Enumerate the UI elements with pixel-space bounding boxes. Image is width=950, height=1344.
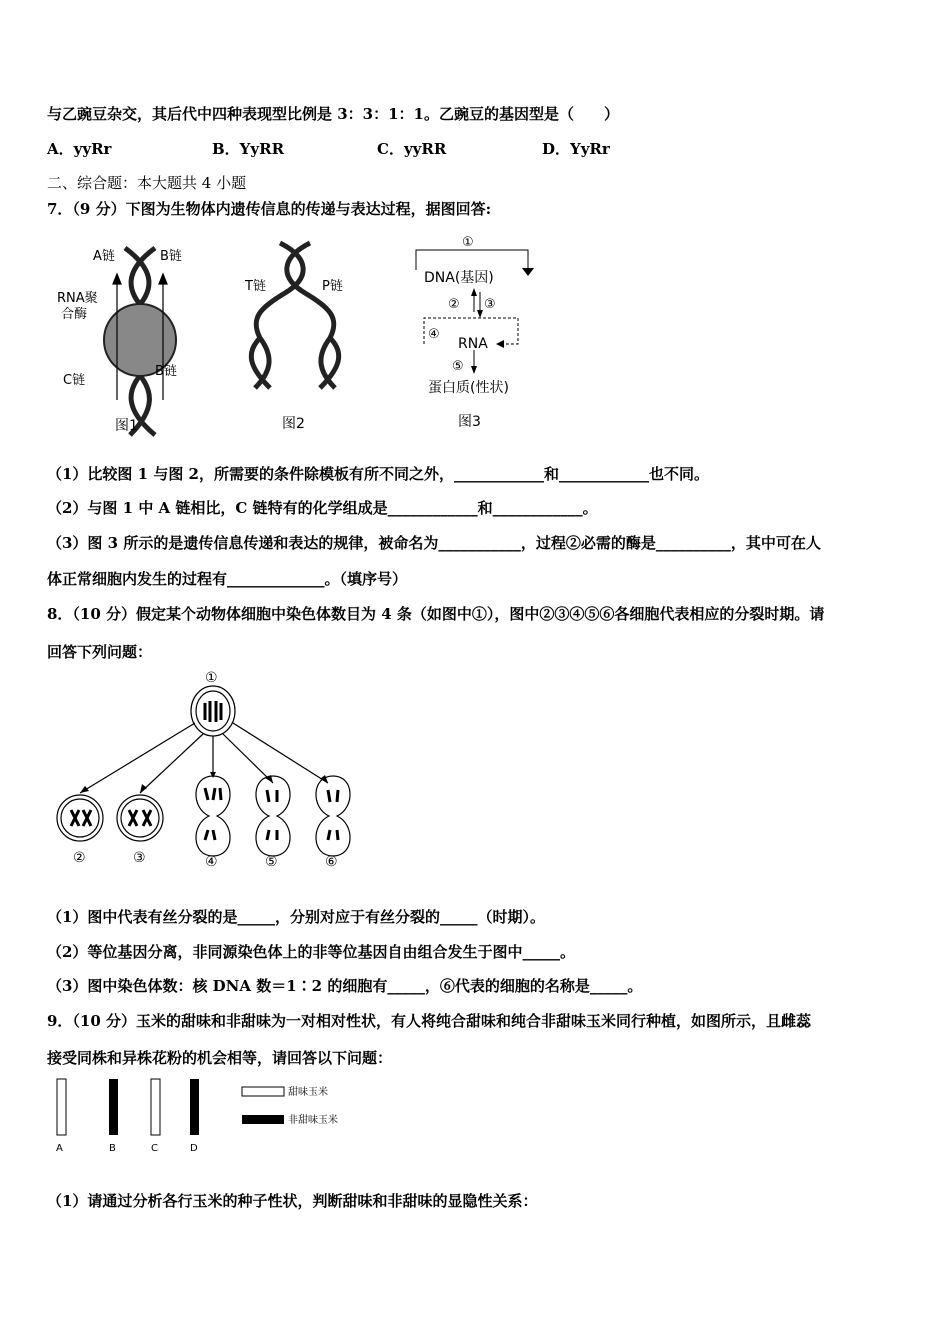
q6-option-d: D．YyRr <box>542 140 610 158</box>
fig3-step-2: ② <box>448 297 460 312</box>
fig3-dna: DNA(基因) <box>424 270 494 286</box>
legend-sweet: 甜味玉米 <box>288 1087 328 1098</box>
fig1-a-chain: A链 <box>93 249 115 264</box>
q9-planting-figure <box>50 1075 370 1160</box>
row-label-d: D <box>190 1143 198 1154</box>
cell-label-6: ⑥ <box>325 854 338 868</box>
q7-sub3-a: （3）图 3 所示的是遗传信息传递和表达的规律，被命名为___________，过程②必需的酶是__________，其中可在人 <box>47 534 821 552</box>
fig1-b-chain-top: B链 <box>160 249 182 264</box>
fig3-step-5: ⑤ <box>452 359 464 374</box>
q6-option-c: C．yyRR <box>377 140 447 158</box>
q7-figure-1 <box>55 240 205 440</box>
cell-label-1: ① <box>205 670 218 686</box>
q7-figure-2 <box>240 238 360 438</box>
section-title: 二、综合题：本大题共 4 小题 <box>47 174 247 192</box>
fig1-rna-pol-2: 合酶 <box>61 307 88 322</box>
cell-label-2: ② <box>73 850 86 866</box>
q9-stem-a: 9．（10 分）玉米的甜味和非甜味为一对相对性状，有人将纯合甜味和纯合非甜味玉米同行种植，如图所示，且雌蕊 <box>47 1012 812 1030</box>
fig3-step-1: ① <box>462 235 474 250</box>
fig3-step-4: ④ <box>428 327 440 342</box>
fig1-caption: 图1 <box>115 418 138 434</box>
fig3-protein: 蛋白质(性状) <box>428 380 509 396</box>
fig3-rna: RNA <box>458 336 488 352</box>
q6-stem: 与乙豌豆杂交，其后代中四种表现型比例是 3：3：1：1。乙豌豆的基因型是（ ） <box>47 105 619 123</box>
row-label-c: C <box>151 1143 158 1154</box>
cell-label-4: ④ <box>205 854 218 868</box>
q8-stem-b: 回答下列问题： <box>47 643 153 661</box>
fig1-c-chain: C链 <box>63 373 86 388</box>
row-label-b: B <box>109 1143 116 1154</box>
q7-sub1: （1）比较图 1 与图 2，所需要的条件除模板有所不同之外，____________和____________也不同。 <box>47 465 709 483</box>
q9-sub1: （1）请通过分析各行玉米的种子性状，判断甜味和非甜味的显隐性关系： <box>47 1192 538 1210</box>
q7-stem: 7．（9 分）下图为生物体内遗传信息的传递与表达过程，据图回答: <box>47 200 492 218</box>
fig3-step-3: ③ <box>484 297 496 312</box>
legend-nonsweet: 非甜味玉米 <box>288 1115 338 1126</box>
q8-stem-a: 8．（10 分）假定某个动物体细胞中染色体数目为 4 条（如图中①），图中②③④⑤⑥各细胞代表相应的分裂时期。请 <box>47 605 825 623</box>
cell-label-5: ⑤ <box>265 854 278 868</box>
row-label-a: A <box>56 1143 63 1154</box>
fig2-t-chain: T链 <box>245 279 266 294</box>
fig3-caption: 图3 <box>458 414 481 430</box>
q7-sub3-b: 体正常细胞内发生的过程有_____________。（填序号） <box>47 570 408 588</box>
q7-figure-3 <box>410 230 540 435</box>
q6-option-a: A．yyRr <box>47 140 112 158</box>
q7-sub2: （2）与图 1 中 A 链相比，C 链特有的化学组成是____________和____________。 <box>47 499 598 517</box>
q6-option-b: B．YyRR <box>212 140 285 158</box>
q8-sub3: （3）图中染色体数：核 DNA 数＝1∶2 的细胞有_____，⑥代表的细胞的名称是_____。 <box>47 977 643 995</box>
fig2-p-chain: P链 <box>322 279 343 294</box>
cell-label-3: ③ <box>133 850 146 866</box>
q8-cell-division-figure <box>45 668 375 868</box>
fig1-rna-pol-1: RNA聚 <box>57 291 98 306</box>
fig2-caption: 图2 <box>282 416 305 432</box>
fig1-b-chain-bottom: B链 <box>155 364 177 379</box>
q8-sub2: （2）等位基因分离，非同源染色体上的非等位基因自由组合发生于图中_____。 <box>47 943 575 961</box>
q9-stem-b: 接受同株和异株花粉的机会相等，请回答以下问题： <box>47 1049 393 1067</box>
q8-sub1: （1）图中代表有丝分裂的是_____，分别对应于有丝分裂的_____（时期）。 <box>47 908 545 926</box>
